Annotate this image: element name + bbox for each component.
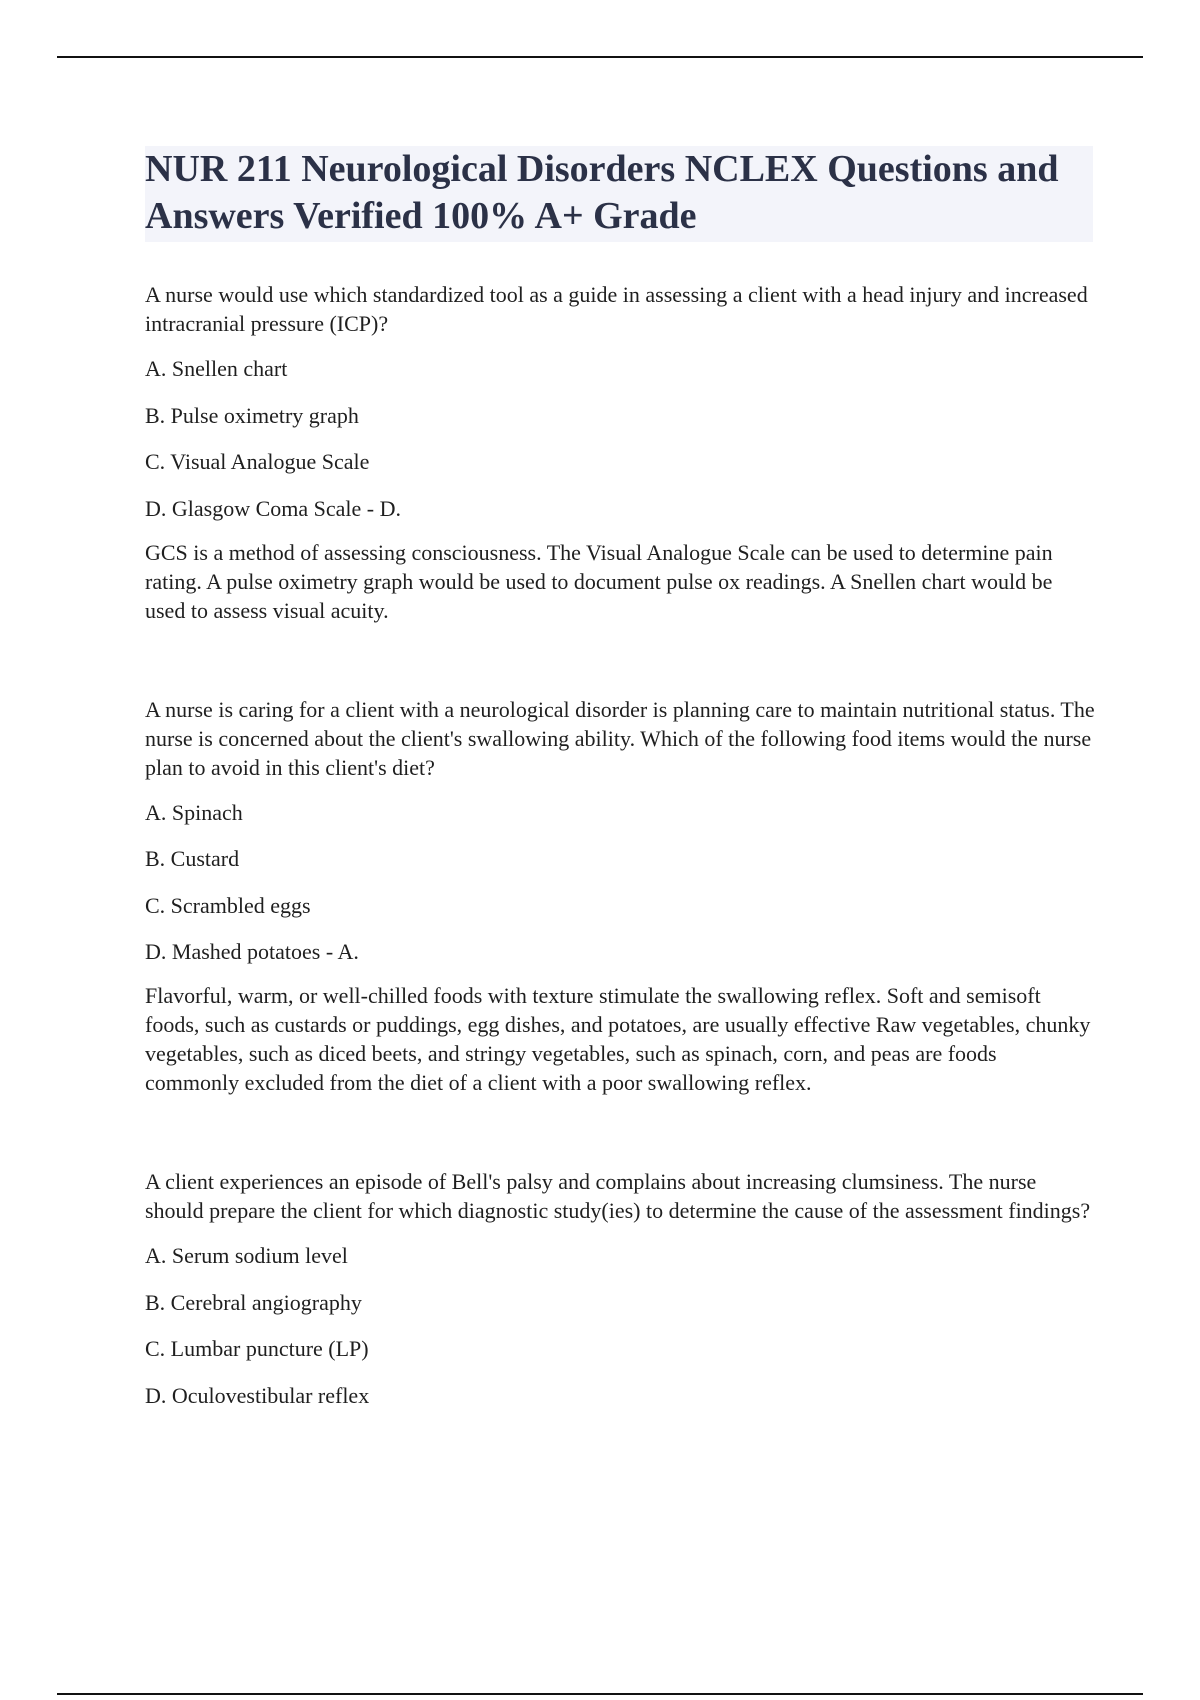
answer-option-c: C. Lumbar puncture (LP) xyxy=(145,1336,369,1361)
document-title: NUR 211 Neurological Disorders NCLEX Questions and Answers Verified 100% A+ Grade xyxy=(145,148,1059,237)
title-banner xyxy=(145,146,1093,242)
answer-option-b: B. Custard xyxy=(145,846,240,871)
answer-option-d: D. Mashed potatoes - A. xyxy=(145,939,359,964)
question-3 xyxy=(145,1167,1095,1410)
answer-rationale: GCS is a method of assessing consciousness. The Visual Analogue Scale can be used to determine pain rating. A pulse oximetry graph would be used to document pulse ox readings. A Snellen chart would be used to assess visual acuity. xyxy=(145,539,1053,623)
answer-option-d: D. Glasgow Coma Scale - D. xyxy=(145,495,402,521)
answer-option-a: A. Spinach xyxy=(145,799,243,825)
answer-rationale: Flavorful, warm, or well-chilled foods with texture stimulate the swallowing reflex. Soft and semisoft foods, such as custards or puddings, egg dishes, and potatoes, are usually effective Raw vegetables, chunky vegetables, such as diced beets, and stringy vegetables, such as spinach, corn, and peas are foods commonly excluded from the diet of a client with a poor swallowing reflex. xyxy=(145,983,1091,1095)
question-stem: A client experiences an episode of Bell's palsy and complains about increasing clumsiness. The nurse should prepare the client for which diagnostic study(ies) to determine the cause of the assessment findings? xyxy=(145,1169,1091,1223)
answer-options xyxy=(145,354,1095,523)
question-stem: A nurse would use which standardized tool as a guide in assessing a client with a head injury and increased intracranial pressure (ICP)? xyxy=(145,282,1088,336)
answer-option-b: B. Cerebral angiography xyxy=(145,1289,362,1315)
top-rule xyxy=(57,56,1143,58)
answer-option-a: A. Snellen chart xyxy=(145,356,288,381)
question-1 xyxy=(145,280,1095,625)
answer-option-d: D. Oculovestibular reflex xyxy=(145,1382,370,1408)
answer-options xyxy=(145,798,1095,967)
question-stem: A nurse is caring for a client with a neurological disorder is planning care to maintain nutritional status. The nurse is concerned about the client's swallowing ability. Which of the following food items would the nurse plan to avoid in this client's diet? xyxy=(145,696,1095,780)
answer-option-c: C. Scrambled eggs xyxy=(145,892,311,918)
question-2 xyxy=(145,695,1095,1098)
answer-options xyxy=(145,1241,1095,1410)
document-body xyxy=(145,146,1095,1425)
answer-option-b: B. Pulse oximetry graph xyxy=(145,402,359,428)
bottom-rule xyxy=(57,1693,1143,1695)
answer-option-a: A. Serum sodium level xyxy=(145,1243,348,1268)
answer-option-c: C. Visual Analogue Scale xyxy=(145,449,370,474)
